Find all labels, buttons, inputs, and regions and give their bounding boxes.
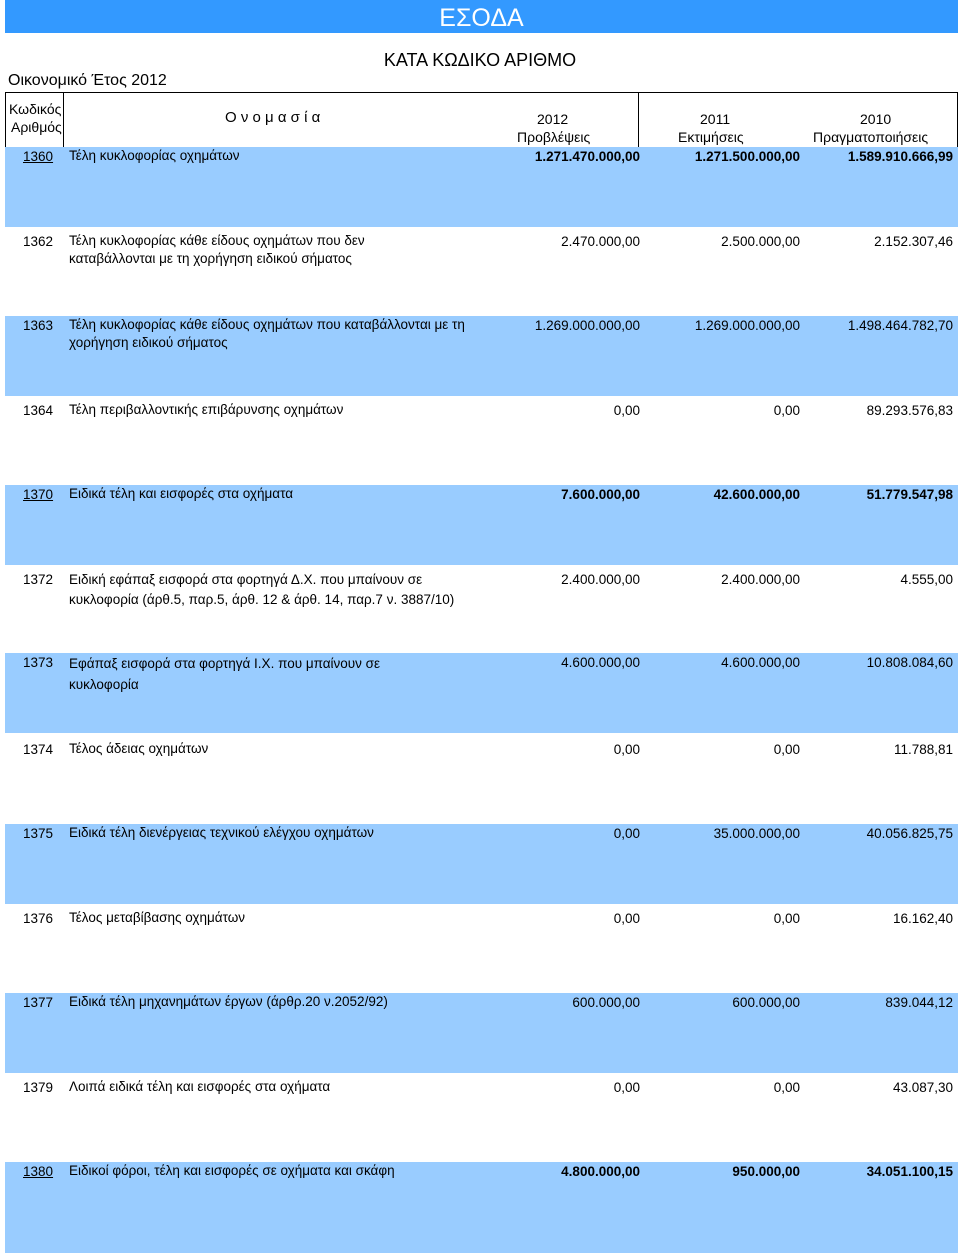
row-name: Τέλη κυκλοφορίας κάθε είδους οχημάτων που καταβάλλονται με τη χορήγηση ειδικού σήματος — [69, 317, 465, 350]
row-2010: 51.779.547,98 — [866, 487, 953, 502]
row-2010: 839.044,12 — [885, 995, 953, 1010]
header-2011-label: Εκτιμήσεις — [678, 129, 744, 145]
row-name: Ειδικά τέλη και εισφορές στα οχήματα — [69, 486, 294, 501]
header-code-line2: Αριθμός — [11, 119, 62, 135]
row-code: 1362 — [23, 234, 54, 249]
row-2011: 600.000,00 — [732, 995, 800, 1010]
row-code: 1370 — [23, 487, 54, 502]
row-2012: 0,00 — [613, 742, 640, 757]
row-name: Εφάπαξ εισφορά στα φορτηγά Ι.Χ. που μπαίνουν σε κυκλοφορία — [69, 656, 381, 692]
header-2012-year: 2012 — [537, 111, 569, 127]
row-2010: 2.152.307,46 — [874, 234, 953, 249]
table-row — [5, 401, 958, 481]
row-name: Τέλη κυκλοφορίας κάθε είδους οχημάτων που δεν καταβάλλονται με τη χορήγηση ειδικού σήματος — [69, 233, 365, 266]
row-2012: 0,00 — [613, 826, 640, 841]
row-name: Λοιπά ειδικά τέλη και εισφορές στα οχήματα — [69, 1079, 331, 1094]
row-2012: 0,00 — [613, 403, 640, 418]
row-code: 1364 — [23, 403, 54, 418]
table-header — [5, 92, 958, 147]
row-name: Ειδικά τέλη διενέργειας τεχνικού ελέγχου οχημάτων — [69, 825, 374, 840]
row-2012: 4.800.000,00 — [561, 1164, 640, 1179]
row-code: 1377 — [23, 995, 54, 1010]
row-2011: 4.600.000,00 — [721, 655, 800, 670]
row-2010: 43.087,30 — [892, 1080, 953, 1095]
table-row — [5, 1162, 958, 1253]
row-2012: 1.271.470.000,00 — [534, 149, 640, 164]
row-2011: 42.600.000,00 — [713, 487, 800, 502]
header-code-line1: Κωδικός — [9, 101, 62, 117]
row-2011: 0,00 — [773, 911, 800, 926]
row-2012: 0,00 — [613, 911, 640, 926]
row-name: Τέλη περιβαλλοντικής επιβάρυνσης οχημάτων — [69, 402, 344, 417]
page-title: ΕΣΟΔΑ — [5, 0, 958, 33]
row-code: 1375 — [23, 826, 54, 841]
row-2012: 4.600.000,00 — [561, 655, 640, 670]
row-2011: 0,00 — [773, 403, 800, 418]
row-code: 1374 — [23, 742, 54, 757]
header-2012-label: Προβλέψεις — [517, 129, 591, 145]
table-row — [5, 147, 958, 227]
row-name: Τέλη κυκλοφορίας οχημάτων — [69, 148, 240, 163]
row-name: Ειδική εφάπαξ εισφορά στα φορτηγά Δ.Χ. που μπαίνουν σε κυκλοφορία (άρθ.5, παρ.5, άρθ. 12 & άρθ. 14, παρ.7 ν. 3887/10) — [69, 572, 455, 607]
table-row — [5, 1078, 958, 1158]
row-code: 1380 — [23, 1164, 54, 1179]
row-2011: 2.400.000,00 — [721, 572, 800, 587]
table-row — [5, 316, 958, 396]
row-2011: 950.000,00 — [732, 1164, 800, 1179]
header-name: Ο ν ο μ α σ ί α — [225, 109, 321, 126]
fiscal-year: Οικονομικό Έτος 2012 — [8, 72, 167, 89]
row-name: Ειδικοί φόροι, τέλη και εισφορές σε οχήματα και σκάφη — [69, 1163, 395, 1178]
row-2011: 1.269.000.000,00 — [694, 318, 800, 333]
table-row — [5, 993, 958, 1073]
row-name: Τέλος μεταβίβασης οχημάτων — [69, 910, 246, 925]
row-2011: 0,00 — [773, 1080, 800, 1095]
row-code: 1376 — [23, 911, 54, 926]
table-row — [5, 740, 958, 820]
row-2010: 16.162,40 — [892, 911, 953, 926]
row-2012: 2.470.000,00 — [561, 234, 640, 249]
row-code: 1360 — [23, 149, 54, 164]
header-2010-label: Πραγματοποιήσεις — [813, 129, 929, 145]
row-2011: 1.271.500.000,00 — [694, 149, 800, 164]
header-2010-year: 2010 — [860, 111, 892, 127]
row-name: Τέλος άδειας οχημάτων — [69, 741, 209, 756]
row-2012: 600.000,00 — [572, 995, 640, 1010]
row-2010: 40.056.825,75 — [866, 826, 953, 841]
row-2012: 7.600.000,00 — [561, 487, 640, 502]
table-row — [5, 570, 958, 646]
table-row — [5, 232, 958, 310]
row-2010: 1.498.464.782,70 — [847, 318, 953, 333]
row-2011: 0,00 — [773, 742, 800, 757]
page-subtitle: ΚΑΤΑ ΚΩΔΙΚΟ ΑΡΙΘΜΟ — [383, 50, 577, 70]
row-2012: 1.269.000.000,00 — [534, 318, 640, 333]
header-2011-year: 2011 — [700, 111, 731, 127]
row-2010: 1.589.910.666,99 — [847, 149, 953, 164]
row-2012: 2.400.000,00 — [561, 572, 640, 587]
row-2010: 34.051.100,15 — [866, 1164, 953, 1179]
table-row — [5, 653, 958, 733]
row-code: 1379 — [23, 1080, 54, 1095]
row-2012: 0,00 — [613, 1080, 640, 1095]
table-row — [5, 485, 958, 565]
table-row — [5, 824, 958, 904]
row-2011: 35.000.000,00 — [713, 826, 800, 841]
row-2010: 10.808.084,60 — [866, 655, 953, 670]
row-name: Ειδικά τέλη μηχανημάτων έργων (άρθρ.20 ν.2052/92) — [69, 994, 388, 1009]
row-2010: 4.555,00 — [900, 572, 953, 587]
row-2010: 89.293.576,83 — [866, 403, 953, 418]
row-2010: 11.788,81 — [893, 742, 953, 757]
table-row — [5, 909, 958, 989]
row-code: 1372 — [23, 572, 54, 587]
row-code: 1373 — [23, 655, 54, 670]
row-2011: 2.500.000,00 — [721, 234, 800, 249]
row-code: 1363 — [23, 318, 54, 333]
